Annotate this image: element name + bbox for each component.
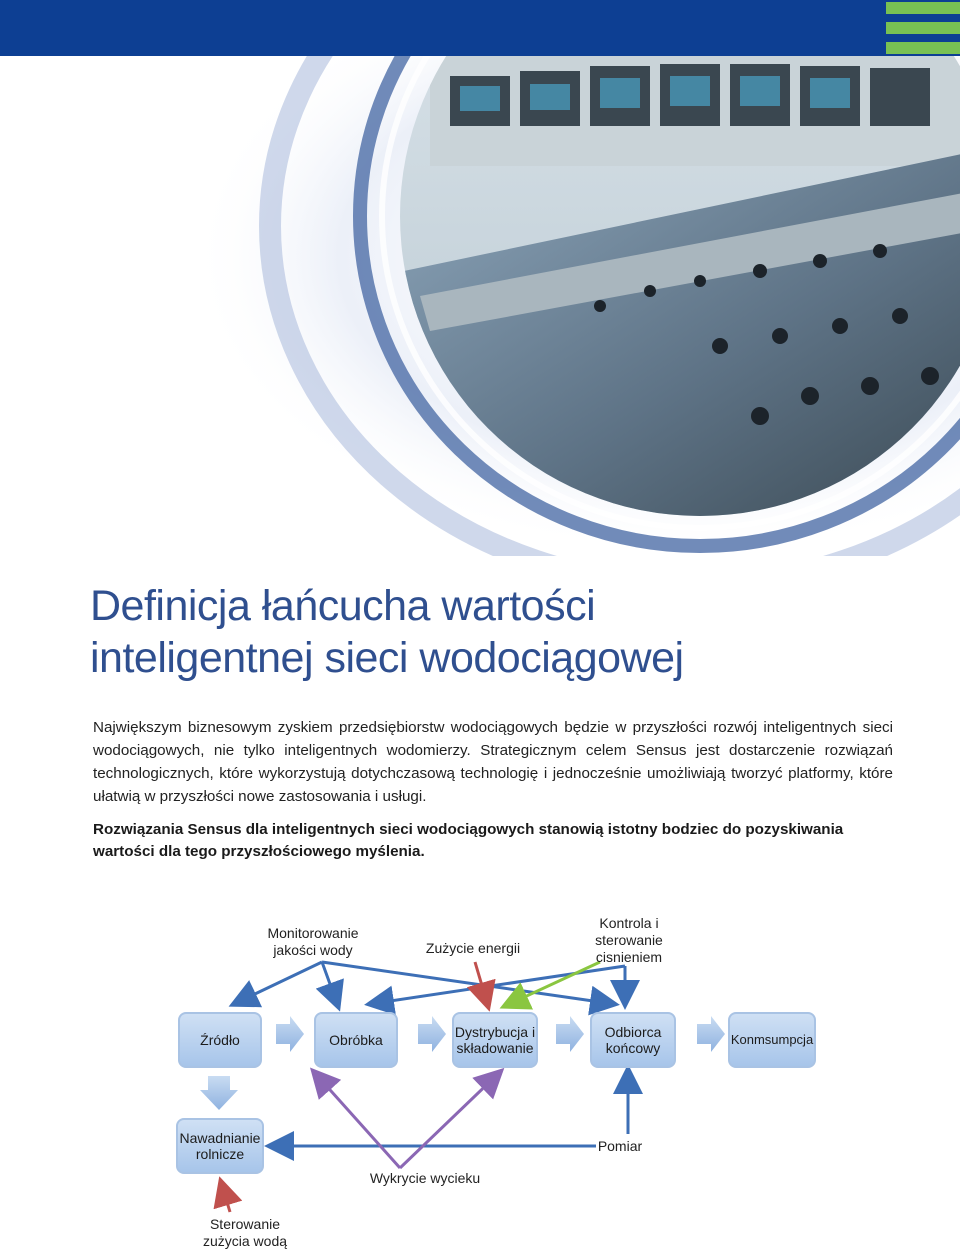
- label-monitoring: Monitorowanie jakości wody: [267, 925, 359, 958]
- box-consumption: Konmsumpcja: [728, 1012, 816, 1068]
- label-measurement: Pomiar: [597, 1138, 643, 1154]
- label-usagecontrol: Sterowanie zużycia wodą: [202, 1216, 288, 1249]
- arrow-leak-distribution: [400, 1072, 500, 1168]
- box-endreceiver: Odbiorca końcowy: [590, 1012, 676, 1068]
- control-room-photo: [0, 56, 960, 556]
- arrow-leak-treatment: [314, 1072, 400, 1168]
- label-pressure: Kontrola i sterowanie cisnieniem: [595, 915, 663, 965]
- arrow-pressure-distribution: [370, 966, 625, 1004]
- box-distribution: Dystrybucja i składowanie: [452, 1012, 538, 1068]
- arrow-usagecontrol-irrigation: [221, 1182, 230, 1212]
- header-stripes: [886, 0, 960, 56]
- label-energy: Zużycie energii: [425, 940, 521, 956]
- chevron-3: [556, 1016, 584, 1052]
- chevron-down: [200, 1076, 238, 1110]
- box-treatment: Obróbka: [314, 1012, 398, 1068]
- chevron-2: [418, 1016, 446, 1052]
- title-line-1: Definicja łańcucha wartości: [90, 582, 596, 630]
- label-leak: Wykrycie wycieku: [369, 1170, 481, 1186]
- box-irrigation: Nawadnianie rolnicze: [176, 1118, 264, 1174]
- box-source: Źródło: [178, 1012, 262, 1068]
- arrow-monitoring-endreceiver: [322, 962, 614, 1004]
- header-bar: [0, 0, 960, 56]
- value-chain-diagram: [0, 900, 960, 1249]
- lead-paragraph: Rozwiązania Sensus dla inteligentnych sieci wodociągowych stanowią istotny bodziec do pozyskiwania wartości dla tego przyszłościowego myślenia.: [93, 821, 844, 860]
- title-line-2: inteligentnej sieci wodociągowej: [90, 634, 684, 682]
- arrow-monitoring-treatment: [322, 962, 338, 1006]
- chevron-4: [697, 1016, 725, 1052]
- page-title: [90, 580, 910, 684]
- arrow-monitoring-source: [234, 962, 322, 1004]
- chevron-1: [276, 1016, 304, 1052]
- intro-paragraph: Największym biznesowym zyskiem przedsiębiorstw wodociągowych będzie w przyszłości rozwój inteligentnych sieci wodociągowych, nie tylko inteligentnych wodomierzy. Strategicznym celem Sensus jest dostarczenie rozwiązań technologicznych, które wykorzystują dotychczasową technologię i jednocześnie umożliwiają tworzyć platformy, które ułatwią w przyszłości nowe zastosowania i usługi.: [93, 719, 893, 805]
